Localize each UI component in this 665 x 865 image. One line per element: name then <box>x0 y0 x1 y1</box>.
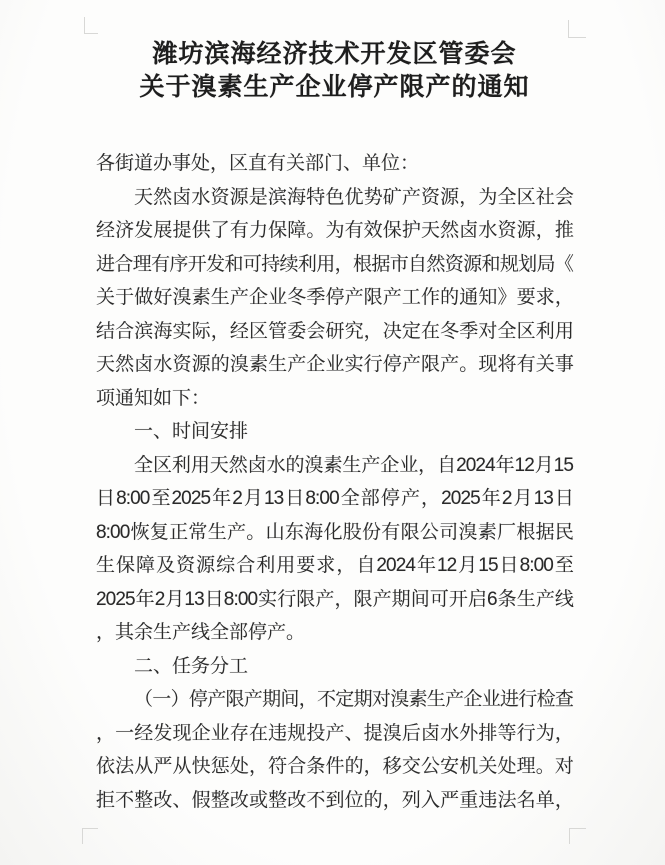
document-text-line: 全区利用天然卤水的溴素生产企业，自2024年12月15 <box>134 454 573 476</box>
document-text-line: 8:00恢复正常生产。山东海化股份有限公司溴素厂根据民 <box>96 521 573 543</box>
document-text-line: 经济发展提供了有力保障。为有效保护天然卤水资源，推 <box>96 220 573 241</box>
document-text-line: 项通知如下： <box>96 387 211 409</box>
document-text-line: 一、时间安排 <box>134 421 249 442</box>
text-boundary-mark-bottom-right <box>569 828 586 844</box>
document-text-line: 拒不整改、假整改或整改不到位的，列入严重违法名单， <box>96 789 573 811</box>
text-boundary-mark-top-left <box>84 17 98 34</box>
document-text-line: 天然卤水资源的溴素生产企业实行停产限产。现将有关事 <box>96 354 573 375</box>
document-text-line: （一）停产限产期间，不定期对溴素生产企业进行检查 <box>134 689 573 710</box>
document-text-line: 依法从严从快惩处，符合条件的，移交公安机关处理。对 <box>96 756 573 777</box>
document-text-line: 日8:00至2025年2月13日8:00全部停产，2025年2月13日 <box>96 488 573 509</box>
document-text-line: 进合理有序开发和可持续利用，根据市自然资源和规划局《 <box>96 253 573 275</box>
document-text-line: 关于做好溴素生产企业冬季停产限产工作的通知》要求， <box>96 287 573 308</box>
document-text-line: 各街道办事处，区直有关部门、单位： <box>96 153 420 174</box>
document-text-line: 二、任务分工 <box>134 655 249 677</box>
document-body <box>96 147 573 817</box>
document-text-line: 天然卤水资源是滨海特色优势矿产资源，为全区社会 <box>134 186 573 208</box>
document-text-line: 生保障及资源综合利用要求，自2024年12月15日8:00至 <box>96 555 573 576</box>
document-text-line: 2025年2月13日8:00实行限产，限产期间可开启6条生产线 <box>96 588 573 610</box>
document-text-line: ，其余生产线全部停产。 <box>96 622 306 643</box>
document-title-line-1: 潍坊滨海经济技术开发区管委会 <box>152 40 517 68</box>
document-text-line: ，一经发现企业存在违规投产、提溴后卤水外排等行为， <box>96 722 573 744</box>
text-boundary-mark-bottom-left <box>82 828 98 844</box>
document-title <box>96 38 573 104</box>
text-boundary-mark-top-right <box>568 20 586 38</box>
document-title-line-2: 关于溴素生产企业停产限产的通知 <box>139 73 530 101</box>
document-text-line: 结合滨海实际，经区管委会研究，决定在冬季对全区利用 <box>96 320 573 342</box>
